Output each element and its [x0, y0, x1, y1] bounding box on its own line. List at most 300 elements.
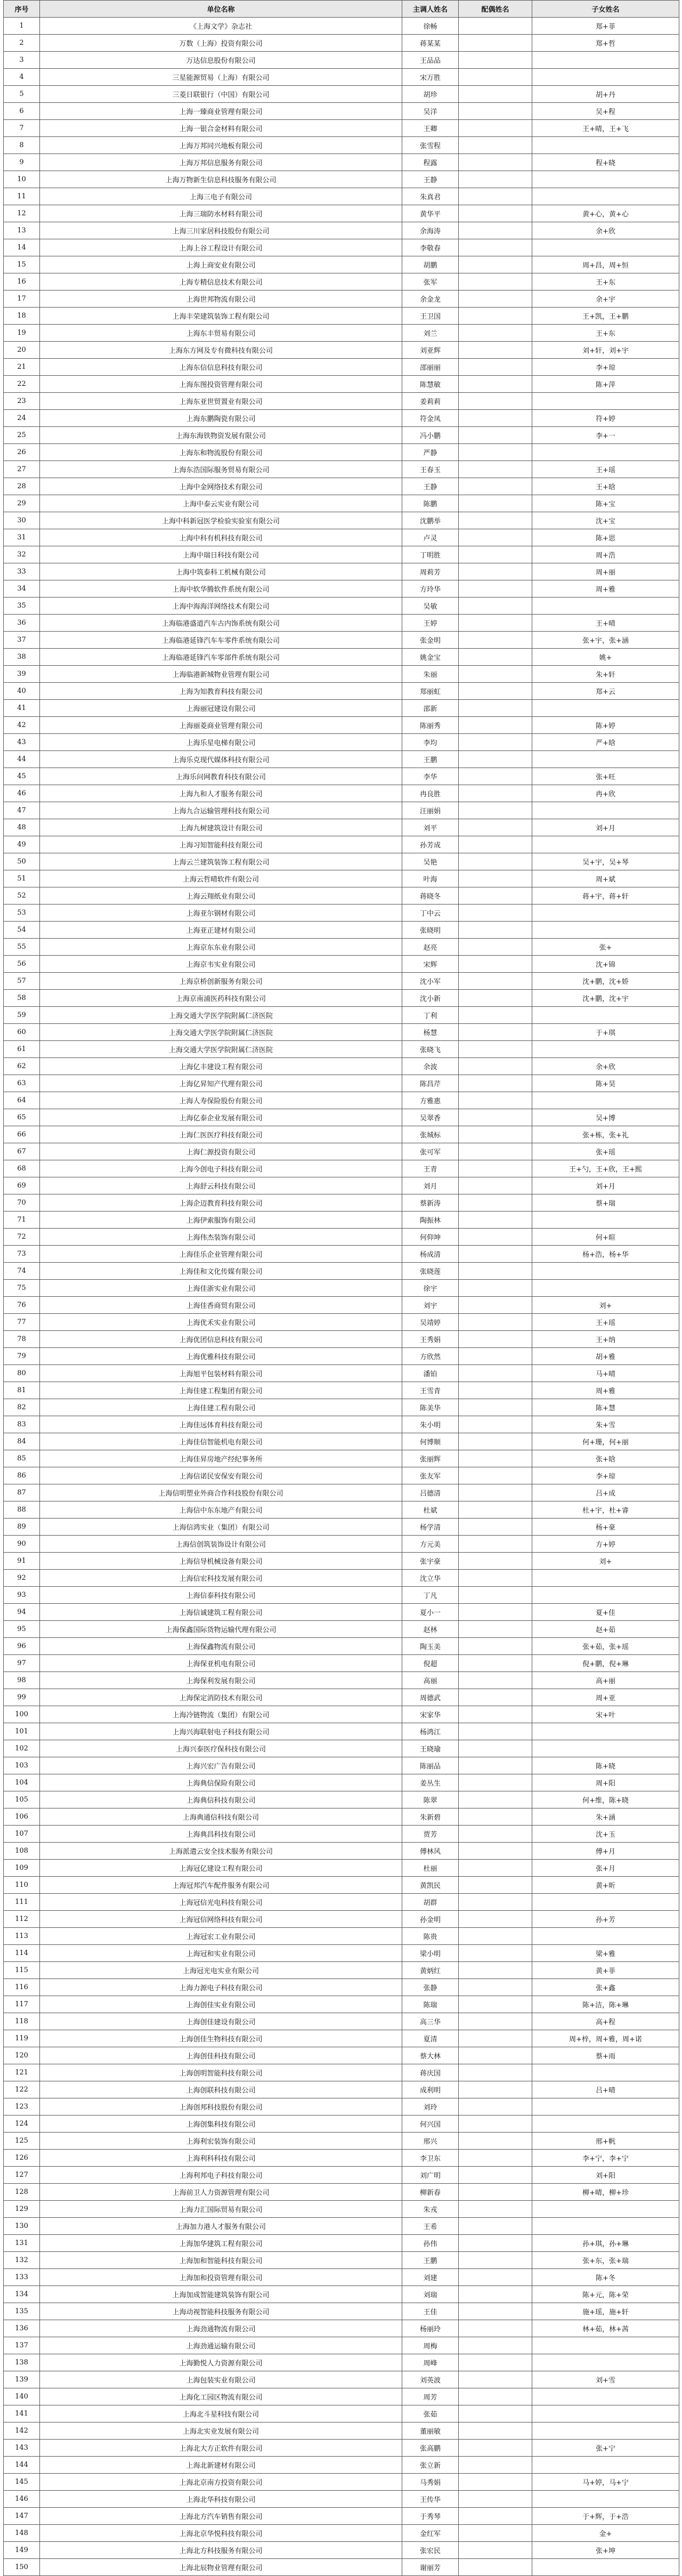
cell-main-person: 刘平 — [402, 819, 459, 836]
cell-unit-name: 上海冠宏工业有限公司 — [40, 1928, 402, 1945]
cell-children: 张+晗 — [532, 1450, 679, 1467]
cell-main-person: 黄炳红 — [402, 1962, 459, 1979]
cell-children: 余+宇 — [532, 290, 679, 308]
cell-children: 何+珊，何+丽 — [532, 1433, 679, 1450]
cell-children: 杨+浩，杨+华 — [532, 1246, 679, 1263]
cell-main-person: 赵林 — [402, 1621, 459, 1638]
cell-unit-name: 上海勤悦人力资源有限公司 — [40, 2354, 402, 2371]
cell-seq: 73 — [4, 1246, 40, 1263]
cell-seq: 137 — [4, 2337, 40, 2354]
cell-children: 冉+欣 — [532, 785, 679, 802]
cell-spouse — [459, 2457, 532, 2474]
cell-seq: 104 — [4, 1774, 40, 1791]
cell-children — [532, 171, 679, 188]
cell-children: 严+晗 — [532, 734, 679, 751]
cell-children: 王+勺，王+欣，王+熙 — [532, 1160, 679, 1177]
cell-seq: 130 — [4, 2218, 40, 2235]
cell-main-person: 陈丽品 — [402, 1757, 459, 1774]
cell-children — [532, 1570, 679, 1587]
table-row — [4, 1672, 679, 1689]
cell-main-person: 高三华 — [402, 2013, 459, 2030]
cell-spouse — [459, 632, 532, 649]
cell-unit-name: 上海中金网络技术有限公司 — [40, 478, 402, 495]
cell-unit-name: 上海亿昇知产代理有限公司 — [40, 1075, 402, 1092]
cell-children — [532, 1740, 679, 1757]
table-row — [4, 734, 679, 751]
cell-unit-name: 上海乐问网教育科技有限公司 — [40, 768, 402, 785]
cell-spouse — [459, 35, 532, 52]
cell-main-person: 周德武 — [402, 1689, 459, 1706]
cell-children — [532, 239, 679, 256]
cell-seq: 107 — [4, 1826, 40, 1843]
cell-seq: 143 — [4, 2440, 40, 2457]
cell-seq: 9 — [4, 154, 40, 171]
cell-main-person: 张城标 — [402, 1126, 459, 1143]
cell-seq: 39 — [4, 666, 40, 683]
cell-spouse — [459, 1126, 532, 1143]
cell-main-person: 王品品 — [402, 52, 459, 69]
cell-children: 周+浩 — [532, 546, 679, 563]
table-row — [4, 2218, 679, 2235]
cell-unit-name: 上海北斗星科技有限公司 — [40, 2405, 402, 2422]
cell-main-person: 沈小新 — [402, 990, 459, 1007]
cell-spouse — [459, 2303, 532, 2320]
cell-spouse — [459, 2491, 532, 2508]
cell-spouse — [459, 1433, 532, 1450]
cell-children: 周+雅 — [532, 580, 679, 597]
cell-main-person: 张金明 — [402, 632, 459, 649]
table-row — [4, 120, 679, 137]
cell-main-person: 张立新 — [402, 2457, 459, 2474]
cell-seq: 115 — [4, 1962, 40, 1979]
table-row — [4, 1860, 679, 1877]
cell-main-person: 胡群 — [402, 1894, 459, 1911]
cell-seq: 94 — [4, 1604, 40, 1621]
cell-main-person: 陶振林 — [402, 1212, 459, 1229]
cell-main-person: 陈瑞 — [402, 1996, 459, 2013]
cell-spouse — [459, 1314, 532, 1331]
table-row — [4, 308, 679, 325]
cell-seq: 71 — [4, 1212, 40, 1229]
cell-children — [532, 69, 679, 86]
cell-unit-name: 上海典信保险有限公司 — [40, 1774, 402, 1791]
cell-unit-name: 上海万邦信息服务有限公司 — [40, 154, 402, 171]
header-seq: 序号 — [4, 1, 40, 18]
table-row — [4, 1314, 679, 1331]
table-row — [4, 2405, 679, 2422]
cell-main-person: 徐宇 — [402, 1280, 459, 1297]
cell-spouse — [459, 956, 532, 973]
cell-children: 王+晗 — [532, 478, 679, 495]
table-row — [4, 2133, 679, 2150]
cell-spouse — [459, 1928, 532, 1945]
cell-children: 张+旺 — [532, 768, 679, 785]
cell-children: 陈+元，陈+荣 — [532, 2286, 679, 2303]
cell-spouse — [459, 836, 532, 853]
cell-unit-name: 上海优禾实业有限公司 — [40, 1314, 402, 1331]
cell-main-person: 董丽敏 — [402, 2422, 459, 2440]
cell-main-person: 何博顺 — [402, 1433, 459, 1450]
table-row — [4, 1826, 679, 1843]
cell-spouse — [459, 1570, 532, 1587]
cell-children: 陈+思 — [532, 529, 679, 546]
table-row — [4, 2201, 679, 2218]
header-main-person: 主调人姓名 — [402, 1, 459, 18]
cell-main-person: 冉良胜 — [402, 785, 459, 802]
cell-main-person: 周峰 — [402, 2354, 459, 2371]
cell-unit-name: 上海创佳科技有限公司 — [40, 2047, 402, 2064]
cell-spouse — [459, 2337, 532, 2354]
cell-seq: 3 — [4, 52, 40, 69]
cell-unit-name: 上海创佳生物科技有限公司 — [40, 2030, 402, 2047]
cell-main-person: 赵亮 — [402, 939, 459, 956]
cell-spouse — [459, 1689, 532, 1706]
cell-main-person: 孙伟 — [402, 2235, 459, 2252]
table-row — [4, 1655, 679, 1672]
cell-children: 张+茹，张+瑶 — [532, 1638, 679, 1655]
cell-children — [532, 1928, 679, 1945]
cell-unit-name: 上海伊索服饰有限公司 — [40, 1212, 402, 1229]
table-row — [4, 1638, 679, 1655]
cell-children: 施+瑶，施+轩 — [532, 2303, 679, 2320]
cell-unit-name: 上海伟杰装饰有限公司 — [40, 1229, 402, 1246]
table-row — [4, 666, 679, 683]
cell-main-person: 成利明 — [402, 2081, 459, 2098]
cell-children: 周+阳 — [532, 1774, 679, 1791]
cell-main-person: 张可军 — [402, 1143, 459, 1160]
cell-spouse — [459, 1587, 532, 1604]
cell-unit-name: 上海优团信息科技有限公司 — [40, 1331, 402, 1348]
cell-seq: 99 — [4, 1689, 40, 1706]
cell-unit-name: 上海佳信智能机电有限公司 — [40, 1433, 402, 1450]
cell-unit-name: 上海习知智能科技有限公司 — [40, 836, 402, 853]
cell-main-person: 孙芳成 — [402, 836, 459, 853]
cell-seq: 22 — [4, 376, 40, 393]
cell-unit-name: 上海云翔纸业有限公司 — [40, 887, 402, 905]
cell-children: 周+亚 — [532, 1689, 679, 1706]
cell-main-person: 王静 — [402, 171, 459, 188]
cell-main-person: 丁中云 — [402, 905, 459, 922]
cell-spouse — [459, 1519, 532, 1536]
cell-unit-name: 上海创联科技有限公司 — [40, 2081, 402, 2098]
table-row — [4, 1450, 679, 1467]
cell-main-person: 张晓莲 — [402, 1263, 459, 1280]
cell-children: 吴+宇，吴+琴 — [532, 853, 679, 870]
cell-main-person: 王希 — [402, 2218, 459, 2235]
cell-unit-name: 上海劲通物流有限公司 — [40, 2320, 402, 2337]
cell-spouse — [459, 1996, 532, 2013]
cell-children: 陈+婷 — [532, 717, 679, 734]
cell-spouse — [459, 1246, 532, 1263]
table-row — [4, 444, 679, 461]
cell-seq: 80 — [4, 1365, 40, 1382]
cell-seq: 87 — [4, 1484, 40, 1501]
cell-seq: 132 — [4, 2252, 40, 2269]
table-row — [4, 2081, 679, 2098]
cell-seq: 24 — [4, 410, 40, 427]
cell-main-person: 王鹏 — [402, 751, 459, 768]
table-row — [4, 1297, 679, 1314]
cell-children: 李+琼 — [532, 359, 679, 376]
cell-main-person: 郑丽虹 — [402, 683, 459, 700]
table-row — [4, 853, 679, 870]
cell-spouse — [459, 2320, 532, 2337]
cell-spouse — [459, 2525, 532, 2542]
cell-spouse — [459, 1672, 532, 1689]
table-row — [4, 239, 679, 256]
cell-unit-name: 上海亚尔钢材有限公司 — [40, 905, 402, 922]
cell-seq: 86 — [4, 1467, 40, 1484]
cell-spouse — [459, 1075, 532, 1092]
cell-children: 胡+丹 — [532, 86, 679, 103]
table-row — [4, 1143, 679, 1160]
cell-spouse — [459, 1263, 532, 1280]
table-row — [4, 1382, 679, 1399]
cell-seq: 38 — [4, 649, 40, 666]
cell-seq: 70 — [4, 1194, 40, 1212]
cell-spouse — [459, 700, 532, 717]
cell-seq: 31 — [4, 529, 40, 546]
table-row — [4, 2150, 679, 2167]
cell-children: 吕+成 — [532, 1484, 679, 1501]
cell-spouse — [459, 1058, 532, 1075]
cell-spouse — [459, 103, 532, 120]
cell-spouse — [459, 290, 532, 308]
cell-children: 邢+帆 — [532, 2133, 679, 2150]
cell-unit-name: 上海冠和实业有限公司 — [40, 1945, 402, 1962]
cell-main-person: 夏清 — [402, 2030, 459, 2047]
cell-seq: 134 — [4, 2286, 40, 2303]
cell-spouse — [459, 1740, 532, 1757]
cell-seq: 12 — [4, 205, 40, 222]
cell-unit-name: 上海利科科技有限公司 — [40, 2150, 402, 2167]
cell-main-person: 刘建 — [402, 2269, 459, 2286]
cell-children: 王+东 — [532, 273, 679, 290]
cell-seq: 28 — [4, 478, 40, 495]
cell-unit-name: 上海典昌科技有限公司 — [40, 1826, 402, 1843]
cell-unit-name: 上海力源电子科技有限公司 — [40, 1979, 402, 1996]
cell-seq: 95 — [4, 1621, 40, 1638]
cell-children — [532, 922, 679, 939]
table-row — [4, 2047, 679, 2064]
cell-main-person: 杨成清 — [402, 1246, 459, 1263]
cell-children: 李+一 — [532, 427, 679, 444]
cell-seq: 36 — [4, 615, 40, 632]
cell-unit-name: 上海冠亿建设工程有限公司 — [40, 1860, 402, 1877]
table-row — [4, 802, 679, 819]
table-row — [4, 86, 679, 103]
cell-unit-name: 上海保鑫物流有限公司 — [40, 1638, 402, 1655]
cell-main-person: 朱真君 — [402, 188, 459, 205]
cell-main-person: 陈昌芹 — [402, 1075, 459, 1092]
cell-main-person: 宋万胜 — [402, 69, 459, 86]
cell-unit-name: 上海京东东业有限公司 — [40, 939, 402, 956]
cell-children: 张+瑶 — [532, 1143, 679, 1160]
cell-children: 周+雅 — [532, 1382, 679, 1399]
cell-main-person: 吴敏 — [402, 597, 459, 615]
cell-seq: 125 — [4, 2133, 40, 2150]
table-row — [4, 1962, 679, 1979]
cell-spouse — [459, 1092, 532, 1109]
table-row — [4, 1194, 679, 1212]
cell-spouse — [459, 393, 532, 410]
cell-unit-name: 上海前卫人力资源管理有限公司 — [40, 2184, 402, 2201]
cell-seq: 129 — [4, 2201, 40, 2218]
cell-unit-name: 上海化工园区物流有限公司 — [40, 2388, 402, 2405]
table-row — [4, 35, 679, 52]
cell-main-person: 刘亚辉 — [402, 342, 459, 359]
cell-unit-name: 上海上谷工程设计有限公司 — [40, 239, 402, 256]
cell-spouse — [459, 1365, 532, 1382]
cell-children: 蒋+宇，蒋+轩 — [532, 887, 679, 905]
cell-seq: 123 — [4, 2098, 40, 2115]
cell-main-person: 黄华平 — [402, 205, 459, 222]
cell-spouse — [459, 1467, 532, 1484]
cell-children: 刘+轩，刘+宇 — [532, 342, 679, 359]
cell-seq: 52 — [4, 887, 40, 905]
cell-main-person: 严静 — [402, 444, 459, 461]
cell-spouse — [459, 154, 532, 171]
cell-main-person: 周芳 — [402, 2388, 459, 2405]
cell-seq: 5 — [4, 86, 40, 103]
cell-seq: 7 — [4, 120, 40, 137]
cell-children: 朱+雪 — [532, 1416, 679, 1433]
cell-main-person: 胡鹏 — [402, 256, 459, 273]
cell-unit-name: 上海人寿保险股份有限公司 — [40, 1092, 402, 1109]
cell-children: 朱+轩 — [532, 666, 679, 683]
table-row — [4, 1177, 679, 1194]
cell-seq: 90 — [4, 1536, 40, 1553]
cell-seq: 108 — [4, 1843, 40, 1860]
cell-unit-name: 上海中泰云实业有限公司 — [40, 495, 402, 512]
table-row — [4, 461, 679, 478]
cell-main-person: 丁凡 — [402, 1587, 459, 1604]
cell-unit-name: 上海东亚世贸置业有限公司 — [40, 393, 402, 410]
cell-children: 沈+玉 — [532, 1826, 679, 1843]
cell-seq: 4 — [4, 69, 40, 86]
cell-unit-name: 上海京韦实业有限公司 — [40, 956, 402, 973]
cell-unit-name: 上海九树建筑设计有限公司 — [40, 819, 402, 836]
cell-unit-name: 上海利邦电子科技有限公司 — [40, 2167, 402, 2184]
cell-seq: 83 — [4, 1416, 40, 1433]
table-row — [4, 2542, 679, 2559]
cell-unit-name: 上海专精信息技术有限公司 — [40, 273, 402, 290]
table-row — [4, 1621, 679, 1638]
cell-children: 陈+冬 — [532, 2269, 679, 2286]
table-row — [4, 273, 679, 290]
cell-spouse — [459, 785, 532, 802]
cell-main-person: 陈美华 — [402, 1399, 459, 1416]
cell-main-person: 张晓飞 — [402, 1041, 459, 1058]
table-row — [4, 2286, 679, 2303]
header-children: 子女姓名 — [532, 1, 679, 18]
table-row — [4, 256, 679, 273]
cell-seq: 60 — [4, 1024, 40, 1041]
cell-unit-name: 上海仁医医疗科技有限公司 — [40, 1126, 402, 1143]
cell-children: 陈+慧 — [532, 1399, 679, 1416]
cell-children: 何+暄 — [532, 1229, 679, 1246]
cell-spouse — [459, 1297, 532, 1314]
cell-seq: 8 — [4, 137, 40, 154]
cell-seq: 40 — [4, 683, 40, 700]
cell-seq: 46 — [4, 785, 40, 802]
cell-children — [532, 137, 679, 154]
cell-seq: 21 — [4, 359, 40, 376]
cell-children: 高+丽 — [532, 1672, 679, 1689]
cell-main-person: 杜斌 — [402, 1501, 459, 1519]
cell-spouse — [459, 461, 532, 478]
roster-table — [3, 0, 679, 2576]
cell-children — [532, 2064, 679, 2081]
cell-main-person: 何兴国 — [402, 2115, 459, 2133]
table-row — [4, 393, 679, 410]
cell-seq: 42 — [4, 717, 40, 734]
cell-main-person: 方玲华 — [402, 580, 459, 597]
cell-spouse — [459, 2030, 532, 2047]
cell-spouse — [459, 1655, 532, 1672]
cell-main-person: 程露 — [402, 154, 459, 171]
cell-children: 刘+雪 — [532, 2371, 679, 2388]
cell-spouse — [459, 1212, 532, 1229]
cell-unit-name: 上海亚正建材有限公司 — [40, 922, 402, 939]
cell-spouse — [459, 2542, 532, 2559]
cell-seq: 34 — [4, 580, 40, 597]
cell-main-person: 高丽 — [402, 1672, 459, 1689]
cell-children — [532, 1212, 679, 1229]
cell-children: 孙+琪，孙+琳 — [532, 2235, 679, 2252]
cell-unit-name: 上海京南浦医药科技有限公司 — [40, 990, 402, 1007]
table-row — [4, 1877, 679, 1894]
cell-seq: 81 — [4, 1382, 40, 1399]
table-row — [4, 2320, 679, 2337]
cell-spouse — [459, 2235, 532, 2252]
cell-main-person: 沈立华 — [402, 1570, 459, 1587]
cell-children: 周+昌，周+恒 — [532, 256, 679, 273]
cell-children: 王+晴 — [532, 615, 679, 632]
table-row — [4, 359, 679, 376]
cell-children: 傅+月 — [532, 1843, 679, 1860]
table-row — [4, 1467, 679, 1484]
cell-main-person: 胡珍 — [402, 86, 459, 103]
cell-seq: 13 — [4, 222, 40, 239]
cell-spouse — [459, 1348, 532, 1365]
cell-unit-name: 上海东方网及专有微科技有限公司 — [40, 342, 402, 359]
table-row — [4, 1058, 679, 1075]
table-row — [4, 1160, 679, 1177]
cell-main-person: 倪超 — [402, 1655, 459, 1672]
cell-main-person: 张宇豪 — [402, 1553, 459, 1570]
cell-children — [532, 2559, 679, 2576]
cell-children — [532, 2491, 679, 2508]
cell-spouse — [459, 2013, 532, 2030]
cell-children — [532, 1041, 679, 1058]
cell-unit-name: 上海利宏装饰有限公司 — [40, 2133, 402, 2150]
cell-main-person: 余金龙 — [402, 290, 459, 308]
cell-spouse — [459, 1826, 532, 1843]
cell-spouse — [459, 308, 532, 325]
cell-main-person: 王秀娟 — [402, 1331, 459, 1348]
cell-seq: 50 — [4, 853, 40, 870]
cell-seq: 29 — [4, 495, 40, 512]
cell-unit-name: 上海北方科技服务有限公司 — [40, 2542, 402, 2559]
table-row — [4, 546, 679, 563]
cell-seq: 147 — [4, 2508, 40, 2525]
cell-spouse — [459, 1621, 532, 1638]
cell-main-person: 杜丽 — [402, 1860, 459, 1877]
table-row — [4, 1740, 679, 1757]
cell-main-person: 张丽辉 — [402, 1450, 459, 1467]
cell-unit-name: 上海三瑞防水材料有限公司 — [40, 205, 402, 222]
